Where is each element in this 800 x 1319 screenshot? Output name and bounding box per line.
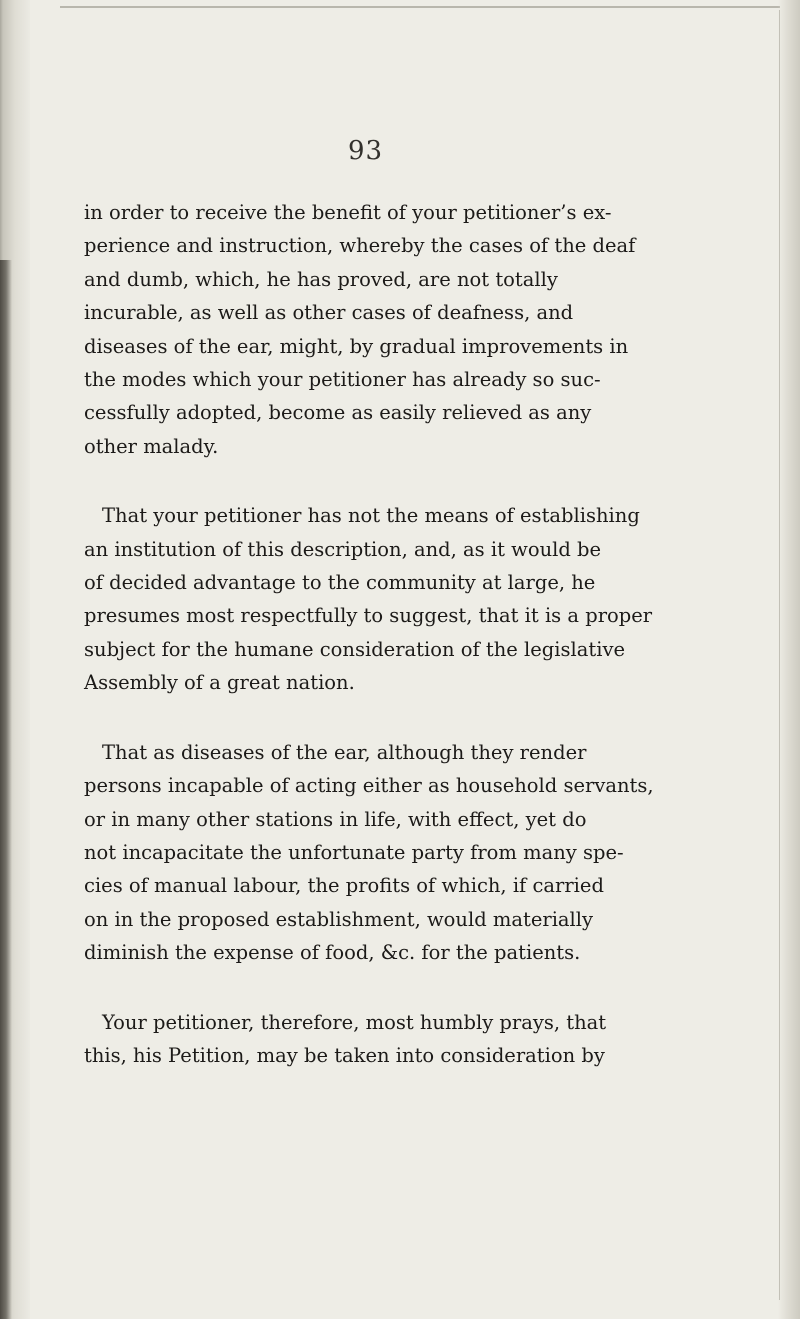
text-line: the modes which your petitioner has already so suc-	[84, 368, 601, 392]
page-top-edge	[60, 6, 780, 8]
text-line: in order to receive the benefit of your petitioner’s ex-	[84, 201, 612, 224]
text-line: or in many other stations in life, with effect, yet do	[84, 807, 587, 831]
text-line: on in the proposed establishment, would materially	[84, 907, 594, 931]
text-line: other malady.	[84, 434, 219, 458]
text-line: persons incapable of acting either as household servants,	[84, 774, 654, 798]
page-number: 93	[348, 136, 384, 166]
page-fold-line	[779, 10, 780, 1300]
paragraph-2	[84, 499, 700, 699]
text-line: and dumb, which, he has proved, are not totally	[84, 267, 558, 291]
text-line: diseases of the ear, might, by gradual improvements in	[84, 334, 629, 358]
text-line: subject for the humane consideration of the legislative	[84, 637, 626, 661]
text-line: Your petitioner, therefore, most humbly prays, that	[102, 1010, 607, 1034]
text-line: Assembly of a great nation.	[84, 671, 355, 695]
text-line: presumes most respectfully to suggest, that it is a proper	[84, 604, 653, 628]
gutter-shadow	[0, 260, 12, 1319]
paragraph-3	[84, 736, 700, 970]
paragraph-4	[84, 1006, 700, 1073]
text-line: an institution of this description, and, as it would be	[84, 537, 602, 561]
text-line: That as diseases of the ear, although they render	[102, 740, 587, 764]
text-line: not incapacitate the unfortunate party from many spe-	[84, 840, 624, 864]
text-line: this, his Petition, may be taken into consideration by	[84, 1043, 605, 1067]
text-line: cessfully adopted, become as easily relieved as any	[84, 401, 592, 425]
page-right-edge	[778, 0, 800, 1319]
page-text	[84, 196, 700, 1108]
paragraph-1	[84, 196, 700, 463]
text-line: diminish the expense of food, &c. for the patients.	[84, 941, 581, 965]
text-line: cies of manual labour, the profits of which, if carried	[84, 874, 604, 898]
text-line: incurable, as well as other cases of deafness, and	[84, 301, 574, 325]
text-line: That your petitioner has not the means of establishing	[102, 504, 640, 528]
text-line: perience and instruction, whereby the cases of the deaf	[84, 234, 636, 258]
text-line: of decided advantage to the community at large, he	[84, 571, 596, 595]
